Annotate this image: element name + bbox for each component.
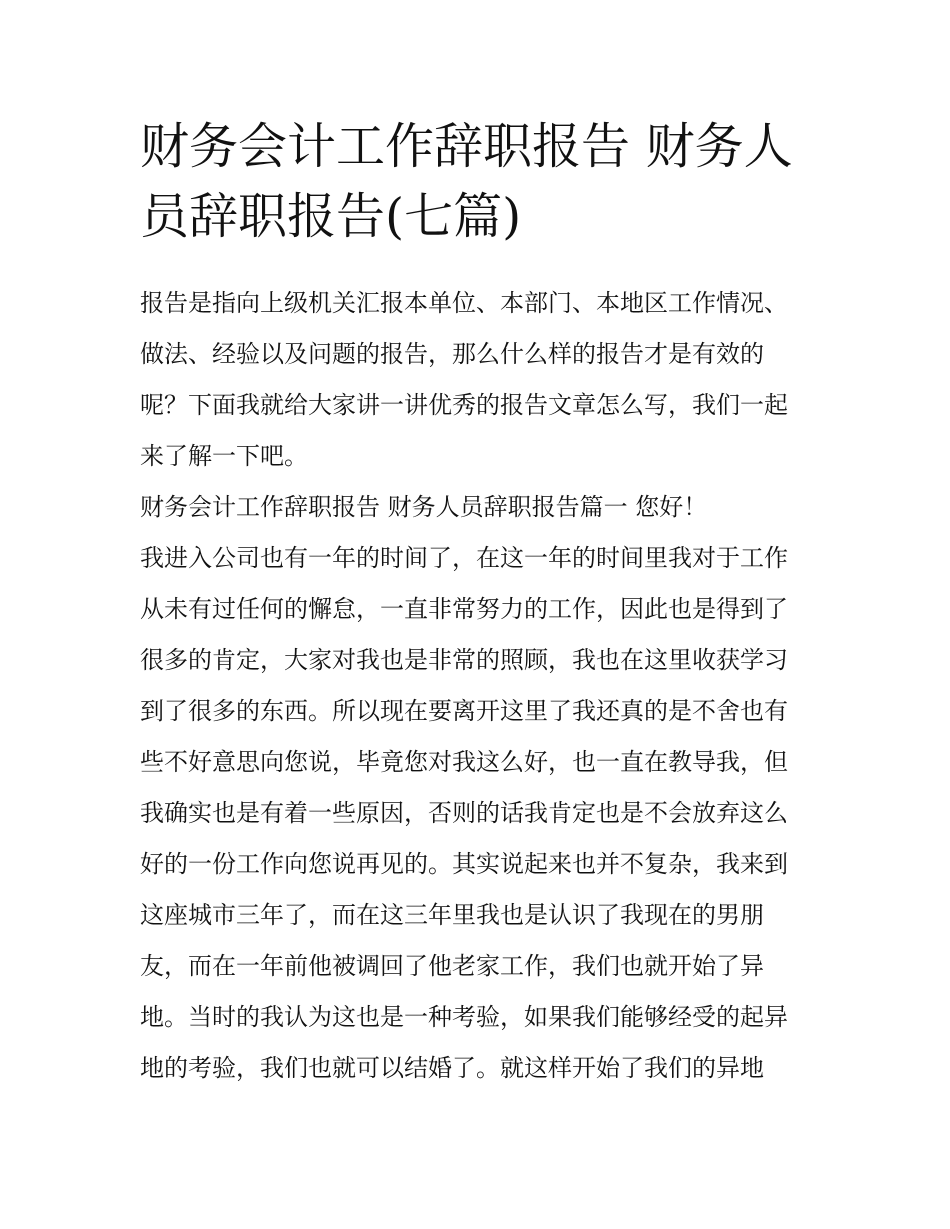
document-title [140, 112, 812, 252]
body-line: 很多的肯定，大家对我也是非常的照顾，我也在这里收获学习 [140, 646, 788, 674]
section-heading-line: 财务会计工作辞职报告 财务人员辞职报告篇一 您好！ [140, 493, 708, 521]
body-line: 地。当时的我认为这也是一种考验，如果我们能够经受的起异 [140, 1003, 788, 1031]
intro-line: 呢？下面我就给大家讲一讲优秀的报告文章怎么写，我们一起 [140, 391, 788, 419]
body-line: 到了很多的东西。所以现在要离开这里了我还真的是不舍也有 [140, 697, 788, 725]
body-line: 从未有过任何的懈怠，一直非常努力的工作，因此也是得到了 [140, 595, 788, 623]
body-line: 我确实也是有着一些原因，否则的话我肯定也是不会放弃这么 [140, 799, 788, 827]
title-line: 员辞职报告(七篇) [140, 188, 522, 245]
intro-line: 来了解一下吧。 [140, 442, 308, 470]
body-line: 这座城市三年了，而在这三年里我也是认识了我现在的男朋 [140, 901, 764, 929]
body-line: 好的一份工作向您说再见的。其实说起来也并不复杂，我来到 [140, 850, 788, 878]
body-line: 些不好意思向您说，毕竟您对我这么好，也一直在教导我，但 [140, 748, 788, 776]
title-line: 财务会计工作辞职报告 财务人 [140, 118, 793, 175]
document-body [140, 278, 812, 1094]
body-line: 地的考验，我们也就可以结婚了。就这样开始了我们的异地 [140, 1054, 764, 1082]
document-page [140, 112, 812, 1094]
body-line: 我进入公司也有一年的时间了，在这一年的时间里我对于工作 [140, 544, 788, 572]
intro-line: 做法、经验以及问题的报告，那么什么样的报告才是有效的 [140, 340, 764, 368]
body-line: 友，而在一年前他被调回了他老家工作，我们也就开始了异 [140, 952, 764, 980]
intro-line: 报告是指向上级机关汇报本单位、本部门、本地区工作情况、 [140, 289, 788, 317]
